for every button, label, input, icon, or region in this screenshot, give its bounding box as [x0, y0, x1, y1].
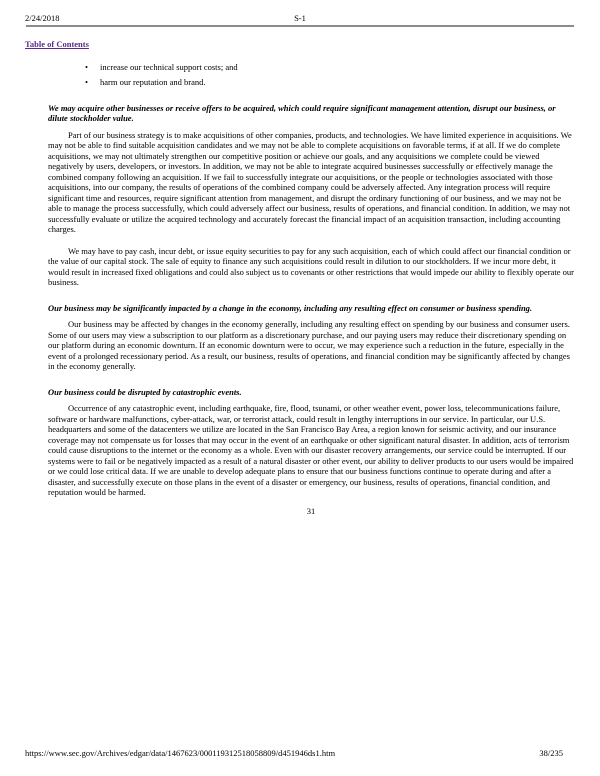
- list-item: [85, 77, 574, 88]
- paragraph: Occurrence of any catastrophic event, including earthquake, fire, flood, tsunami, or other weather event, power loss, telecommunications failure, software or hardware malfunctions, cyber-attack, war, or terrorist attack, could result in lengthy interruptions in our service. In particular, our U.S. headquarters and some of the datacenters we utilize are located in the San Francisco Bay Area, a region known for seismic activity, and our insurance coverage may not compensate us for losses that may occur in the event of an earthquake or other significant natural disaster. In addition, acts of terrorism could cause disruptions to the internet or the economy as a whole. Even with our disaster recovery arrangements, our service could be interrupted. If our systems were to fail or be negatively impacted as a result of a natural disaster or other event, our ability to deliver products to our users would be impaired or we could lose critical data. If we are unable to develop adequate plans to ensure that our business functions continue to operate during and after a disaster, and successfully execute on those plans in the event of a disaster or emergency, our business, results of operations, financial condition, and reputation would be harmed.: [48, 403, 574, 497]
- page-indicator: 38/235: [539, 748, 563, 758]
- paragraph: We may have to pay cash, incur debt, or issue equity securities to pay for any such acquisition, each of which could affect our financial condition or the value of our capital stock. The sale of equity to finance any such acquisitions could result in dilution to our stockholders. If we incur more debt, it would result in increased fixed obligations and could also subject us to covenants or other restrictions that would impede our ability to flexibly operate our business.: [48, 245, 574, 287]
- section-heading: We may acquire other businesses or receive offers to be acquired, which could require significant management attention, disrupt our business, or dilute stockholder value.: [48, 102, 556, 123]
- print-footer: [25, 748, 563, 758]
- paragraph: Part of our business strategy is to make acquisitions of other companies, products, and technologies. We have limited experience in acquisitions. We may not be able to find suitable acquisition candidates and we may not be able to complete acquisitions on favorable terms, if at all. If we do complete acquisitions, we may not ultimately strengthen our competitive position or achieve our goals, and any acquisitions we complete could be viewed negatively by users, developers, or investors. In addition, we may not be able to integrate acquired businesses successfully or effectively manage the combined company following an acquisition. If we fail to successfully integrate our acquisitions, or the people or technologies associated with those acquisitions, into our company, the results of operations of the combined company could be adversely affected. Any integration process will require significant time and resources, require significant attention from management, and disrupt the ordinary functioning of our business, and we may not be able to manage the process successfully, which could adversely affect our business, results of operations, and financial condition. In addition, we may not successfully evaluate or utilize the acquired technology and accurately forecast the financial impact of an acquisition transaction, including accounting charges.: [48, 129, 572, 234]
- page-number: 31: [306, 505, 316, 516]
- bullet-icon: •: [85, 77, 88, 87]
- document-type-label: S-1: [294, 13, 306, 23]
- bullet-list: [85, 62, 574, 88]
- print-date: 2/24/2018: [25, 13, 60, 23]
- print-header: [25, 13, 575, 23]
- document-page: [0, 39, 600, 516]
- table-of-contents-link[interactable]: Table of Contents: [25, 39, 89, 49]
- source-url: https://www.sec.gov/Archives/edgar/data/1467623/000119312518058809/d451946ds1.htm: [25, 748, 336, 758]
- list-item-text: harm our reputation and brand.: [100, 77, 206, 87]
- risk-factors-body: [48, 103, 574, 517]
- section-heading: Our business could be disrupted by catastrophic events.: [48, 386, 242, 397]
- section-heading: Our business may be significantly impacted by a change in the economy, including any resulting effect on consumer or business spending.: [48, 302, 533, 313]
- horizontal-rule: [26, 25, 574, 27]
- bullet-icon: •: [85, 61, 88, 72]
- list-item: [85, 62, 574, 73]
- paragraph: Our business may be affected by changes in the economy generally, including any resulting effect on spending by our business and consumer users. Some of our users may view a subscription to our platform as a discretionary purchase, and our paying users may reduce their discretionary spending on our platform during an economic downturn. If an economic downturn were to occur, we may experience such a reduction in the future, especially in the event of a prolonged recessionary period. As a result, our business, results of operations, and financial condition may be significantly affected by changes in the economy generally.: [48, 319, 570, 371]
- list-item-text: increase our technical support costs; and: [100, 61, 238, 72]
